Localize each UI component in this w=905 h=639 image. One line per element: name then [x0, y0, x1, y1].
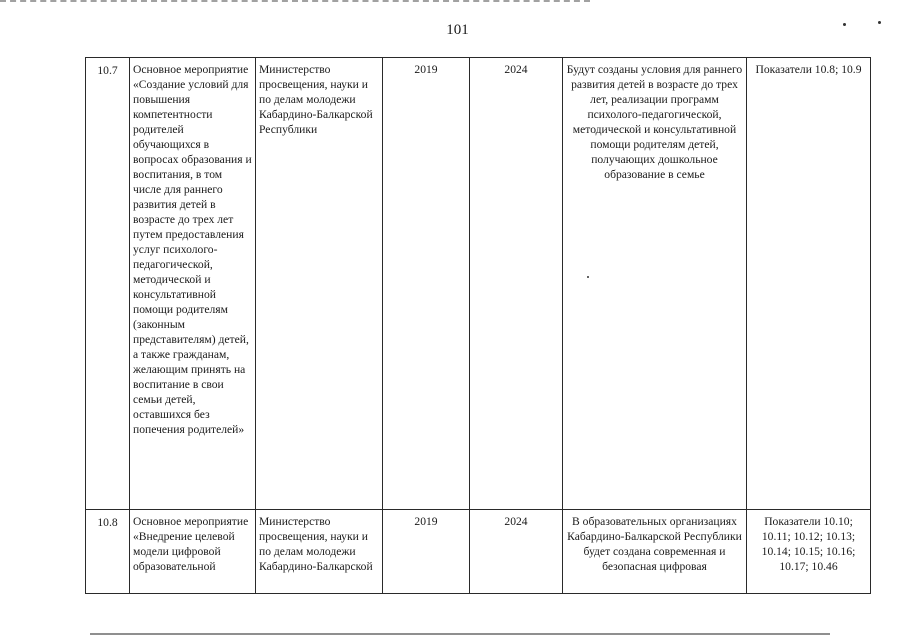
executor: Министерство просвещения, науки и по делам молодежи Кабардино-Балкарской — [256, 510, 383, 594]
scan-speck — [878, 21, 881, 24]
page-number: 101 — [446, 22, 469, 38]
expected-result: В образовательных организациях Кабардино-Балкарской Республики будет создана современная и безопасная цифровая — [563, 510, 747, 594]
start-year: 2019 — [383, 58, 470, 510]
table-row — [86, 510, 871, 594]
end-year: 2024 — [470, 58, 563, 510]
bottom-scan-line — [90, 633, 830, 638]
executor: Министерство просвещения, науки и по делам молодежи Кабардино-Балкарской Республики — [256, 58, 383, 510]
table-row — [86, 58, 871, 510]
measures-table — [85, 57, 871, 594]
indicators: Показатели 10.8; 10.9 — [747, 58, 871, 510]
scan-speck — [843, 23, 846, 26]
event-name: Основное мероприятие «Внедрение целевой модели цифровой образовательной — [130, 510, 256, 594]
row-number: 10.8 — [86, 510, 130, 594]
row-number: 10.7 — [86, 58, 130, 510]
expected-result: Будут созданы условия для раннего развития детей в возрасте до трех лет, реализации программ психолого-педагогической, методической и консультативной помощи родителям детей, получающих дошкольное образование в семье — [563, 58, 747, 510]
indicators: Показатели 10.10; 10.11; 10.12; 10.13; 10.14; 10.15; 10.16; 10.17; 10.46 — [747, 510, 871, 594]
top-scan-line — [0, 0, 590, 5]
end-year: 2024 — [470, 510, 563, 594]
event-name: Основное мероприятие «Создание условий для повышения компетентности родителей обучающихся в вопросах образования и воспитания, в том числе для раннего развития детей в возрасте до трех лет путем предоставления услуг психолого-педагогической, методической и консультативной помощи родителям (законным представителям) детей, а также гражданам, желающим принять на воспитание в свои семьи детей, оставшихся без попечения родителей» — [130, 58, 256, 510]
start-year: 2019 — [383, 510, 470, 594]
